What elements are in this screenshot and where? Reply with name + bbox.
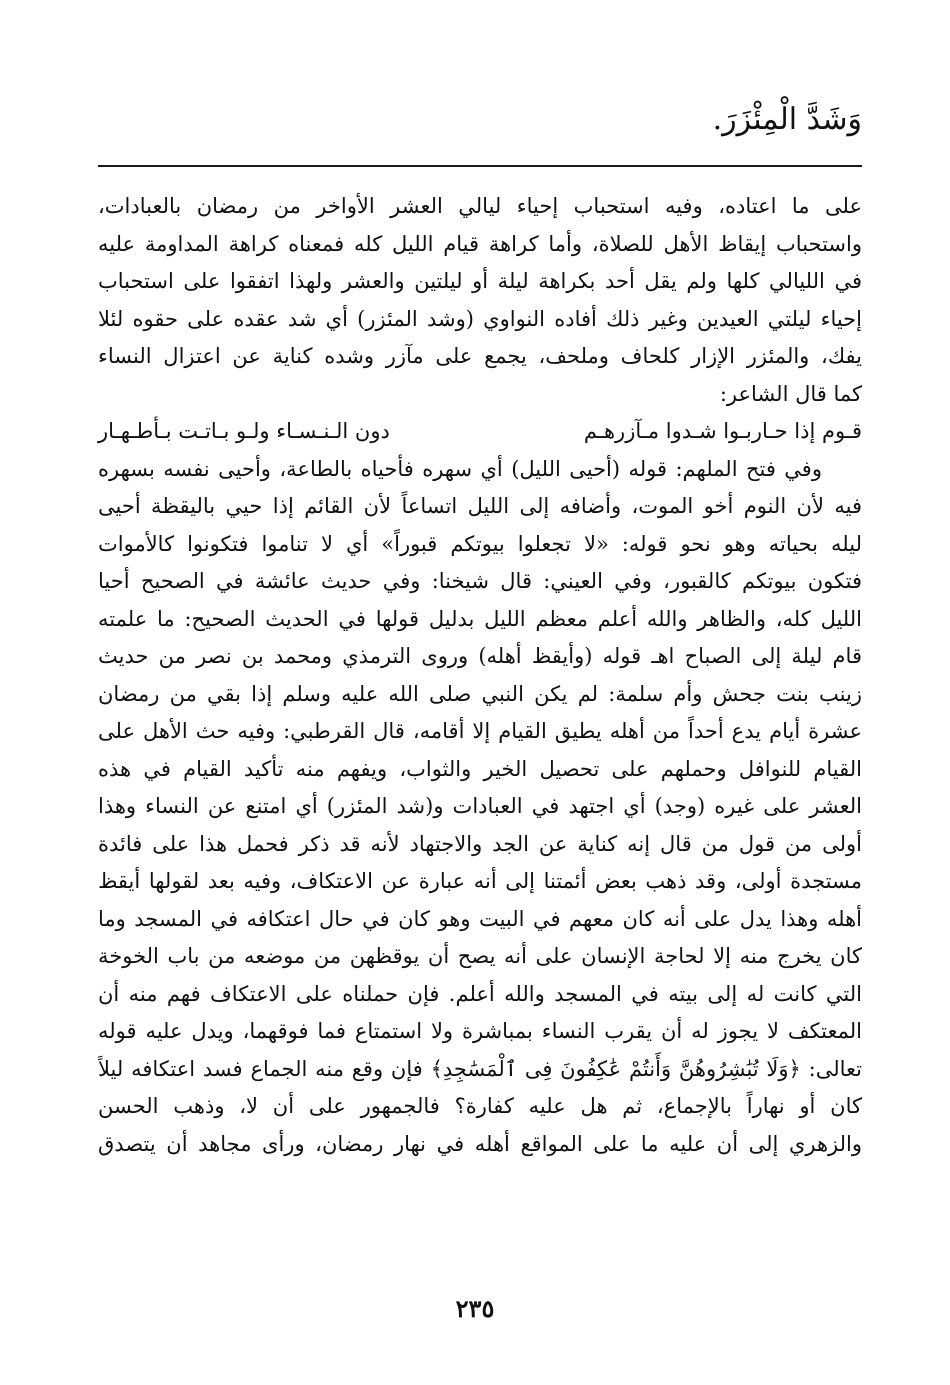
text-line: على ما اعتاده، وفيه استحباب إحياء ليالي العشر الأواخر من رمضان بالعبادات، <box>98 194 862 218</box>
text-line: فتكون بيوتكم كالقبور، وفي العيني: قال شيخنا: وفي حديث عائشة في الصحيح أحيا <box>98 569 862 593</box>
text-line: العشر على غيره (وجد) أي اجتهد في العبادات و(شد المئزر) أي امتنع عن النساء وهذا <box>98 794 862 818</box>
text-line: في الليالي كلها ولم يقل أحد بكراهة ليلة أو ليلتين والعشر ولهذا اتفقوا على استحباب <box>98 269 862 293</box>
text-line: تعالى: ﴿وَلَا تُبَٰشِرُوهُنَّ وَأَنتُمْ عَٰكِفُونَ فِى ٱلْمَسَٰجِدِ﴾ فإن وقع منه الجماع فسد اعتكافه ليلاً <box>98 1056 862 1081</box>
text-line: الليل كله، والظاهر والله أعلم معظم الليل بدليل قولها في الحديث الصحيح: ما علمته <box>98 606 862 631</box>
text-line: إحياء ليلتي العيدين وغير ذلك أفاده النواوي (وشد المئزر) أي شد عقده على حقوه لئلا <box>98 306 862 331</box>
text-line: واستحباب إيقاظ الأهل للصلاة، وأما كراهة قيام الليل كله فمعناه كراهة المداومة عليه <box>98 231 862 256</box>
text-line: يفك، والمئزر الإزار كلحاف وملحف، يجمع على مآزر وشده كناية عن اعتزال النساء <box>98 344 862 368</box>
text-line: زينب بنت جحش وأم سلمة: لم يكن النبي صلى الله عليه وسلم إذا بقي من رمضان <box>98 681 862 706</box>
text-line: قام ليلة إلى الصباح اهـ قوله (وأيقظ أهله) وروى الترمذي ومحمد بن نصر من حديث <box>98 644 862 668</box>
text-line: التي كانت له إلى بيته في المسجد والله أعلم. فإن حملناه على الاعتكاف فهم منه أن <box>98 981 862 1006</box>
text-line: فيه لأن النوم أخو الموت، وأضافه إلى الليل اتساعاً لأن القائم إذا حيي باليقظة أحيى <box>98 494 862 518</box>
horizontal-divider <box>98 165 862 167</box>
text-line: أولى من قول من قال إنه كناية عن الجد والاجتهاد لأنه قد ذكر فحمل هذا على فائدة <box>98 831 862 856</box>
verse-second-hemistich: دون الـنـسـاء ولـو بـاتـت بـأطـهـار <box>98 419 390 443</box>
text-line: القيام للنوافل وحملهم على تحصيل الخير والثواب، ويفهم منه تأكيد القيام في هذه <box>98 756 862 781</box>
text-line: المعتكف لا يجوز له أن يقرب النساء بمباشرة ولا استمتاع فما فوقهما، ويدل عليه قوله <box>98 1019 862 1043</box>
poetry-verse <box>98 413 862 451</box>
commentary-body <box>98 188 862 1163</box>
text-line: وفي فتح الملهم: قوله (أحيى الليل) أي سهره فأحياه بالطاعة، وأحيى نفسه بسهره <box>98 456 822 481</box>
text-line: مستجدة أولى، وقد ذهب بعض أئمتنا إلى أنه عبارة عن الاعتكاف، وفيه بعد لقولها أيقظ <box>98 869 862 893</box>
verse-first-hemistich: قـوم إذا حـاربـوا شـدوا مـآزرهـم <box>583 419 862 443</box>
text-line: كان يخرج منه إلا لحاجة الإنسان على أنه يصح أن يوقظهن من موضعه من باب الخوخة <box>98 944 862 968</box>
text-line: كان أو نهاراً بالإجماع، ثم هل عليه كفارة؟ فالجمهور على أن لا، وذهب الحسن <box>98 1094 862 1118</box>
text-line: ليله بحياته وهو نحو قوله: «لا تجعلوا بيوتكم قبوراً» أي لا تناموا فتكونوا كالأموات <box>98 531 862 556</box>
text-line: والزهري إلى أن عليه ما على المواقع أهله في نهار رمضان، ورأى مجاهد أن يتصدق <box>98 1131 862 1156</box>
page-number: ٢٣٥ <box>455 1294 495 1323</box>
text-line: كما قال الشاعر: <box>719 381 862 406</box>
text-line: عشرة أيام يدع أحداً من أهله يطيق القيام إلا أقامه، قال القرطبي: وفيه حث الأهل على <box>98 719 862 743</box>
section-heading: وَشَدَّ الْمِئْزَرَ. <box>712 102 862 137</box>
text-line: أهله وهذا يدل على أنه كان معهم في البيت وهو كان في حال اعتكافه في المسجد وما <box>98 906 862 931</box>
